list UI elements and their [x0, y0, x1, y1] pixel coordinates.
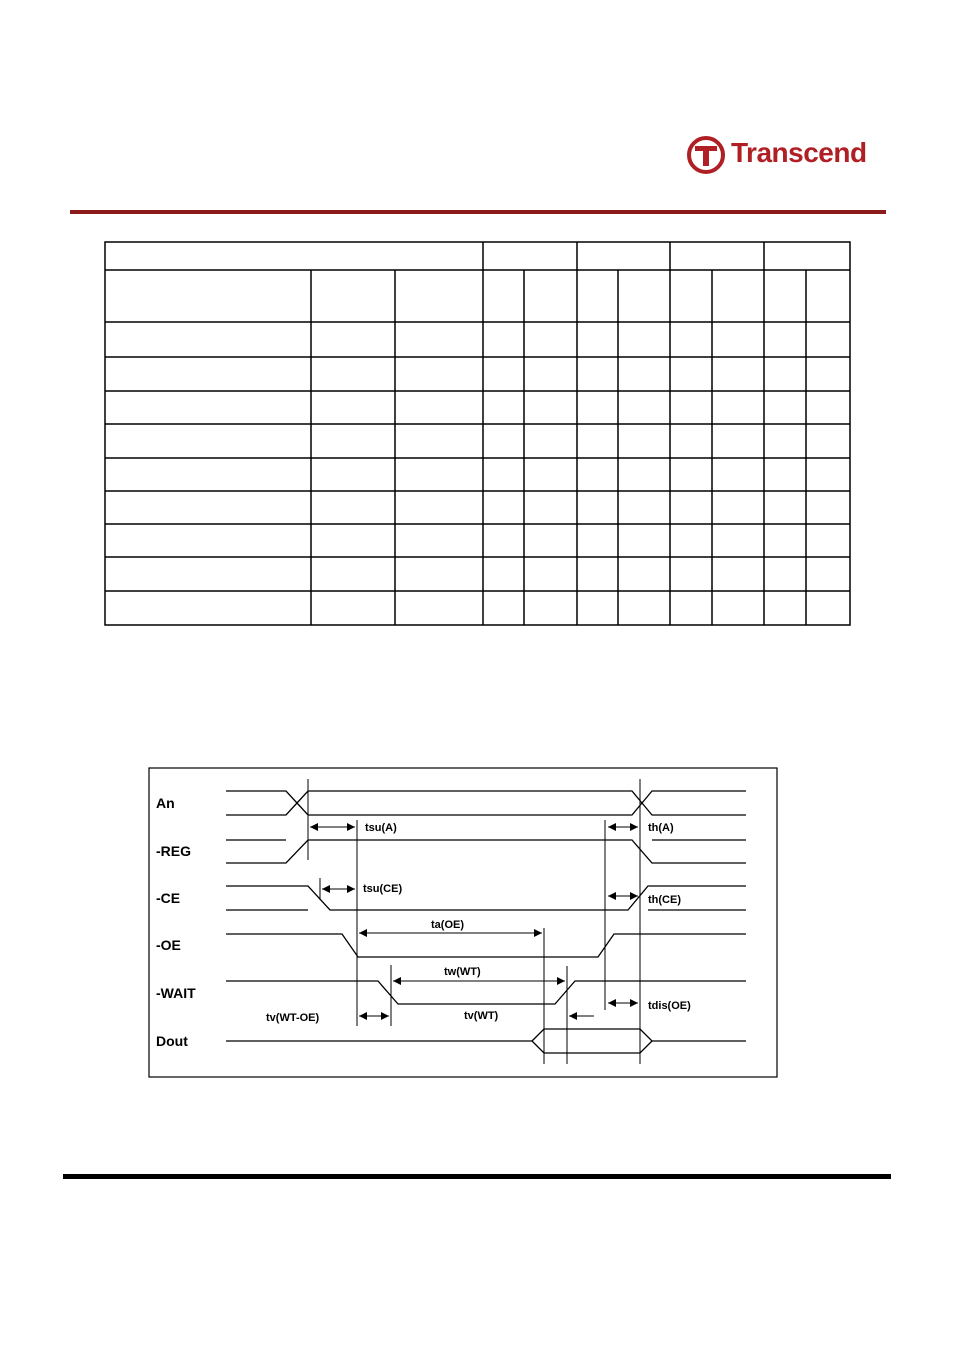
label-tsu-ce: tsu(CE): [363, 883, 403, 895]
waveform-reg: [226, 840, 746, 863]
label-tv-wt: tv(WT): [464, 1010, 499, 1022]
label-tw-wt: tw(WT): [444, 966, 481, 978]
label-th-ce: th(CE): [648, 894, 681, 906]
signal-reg: -REG: [156, 843, 191, 859]
signal-dout: Dout: [156, 1033, 188, 1049]
signal-oe: -OE: [156, 937, 181, 953]
dimension-arrows: [310, 827, 638, 1016]
label-tv-wt-oe: tv(WT-OE): [266, 1012, 320, 1024]
label-th-a: th(A): [648, 822, 674, 834]
label-tsu-a: tsu(A): [365, 822, 397, 834]
footer-rule: [63, 1174, 891, 1179]
label-tdis-oe: tdis(OE): [648, 1000, 691, 1012]
arrow-heads: [310, 823, 638, 1020]
brand-name: Transcend: [731, 137, 867, 168]
signal-an: An: [156, 795, 175, 811]
waveform-an: [226, 791, 746, 815]
waveform-dout: [226, 1029, 746, 1053]
label-ta-oe: ta(OE): [431, 919, 464, 931]
waveform-oe: [226, 934, 746, 957]
signal-ce: -CE: [156, 890, 181, 906]
signal-wait: -WAIT: [156, 985, 196, 1001]
